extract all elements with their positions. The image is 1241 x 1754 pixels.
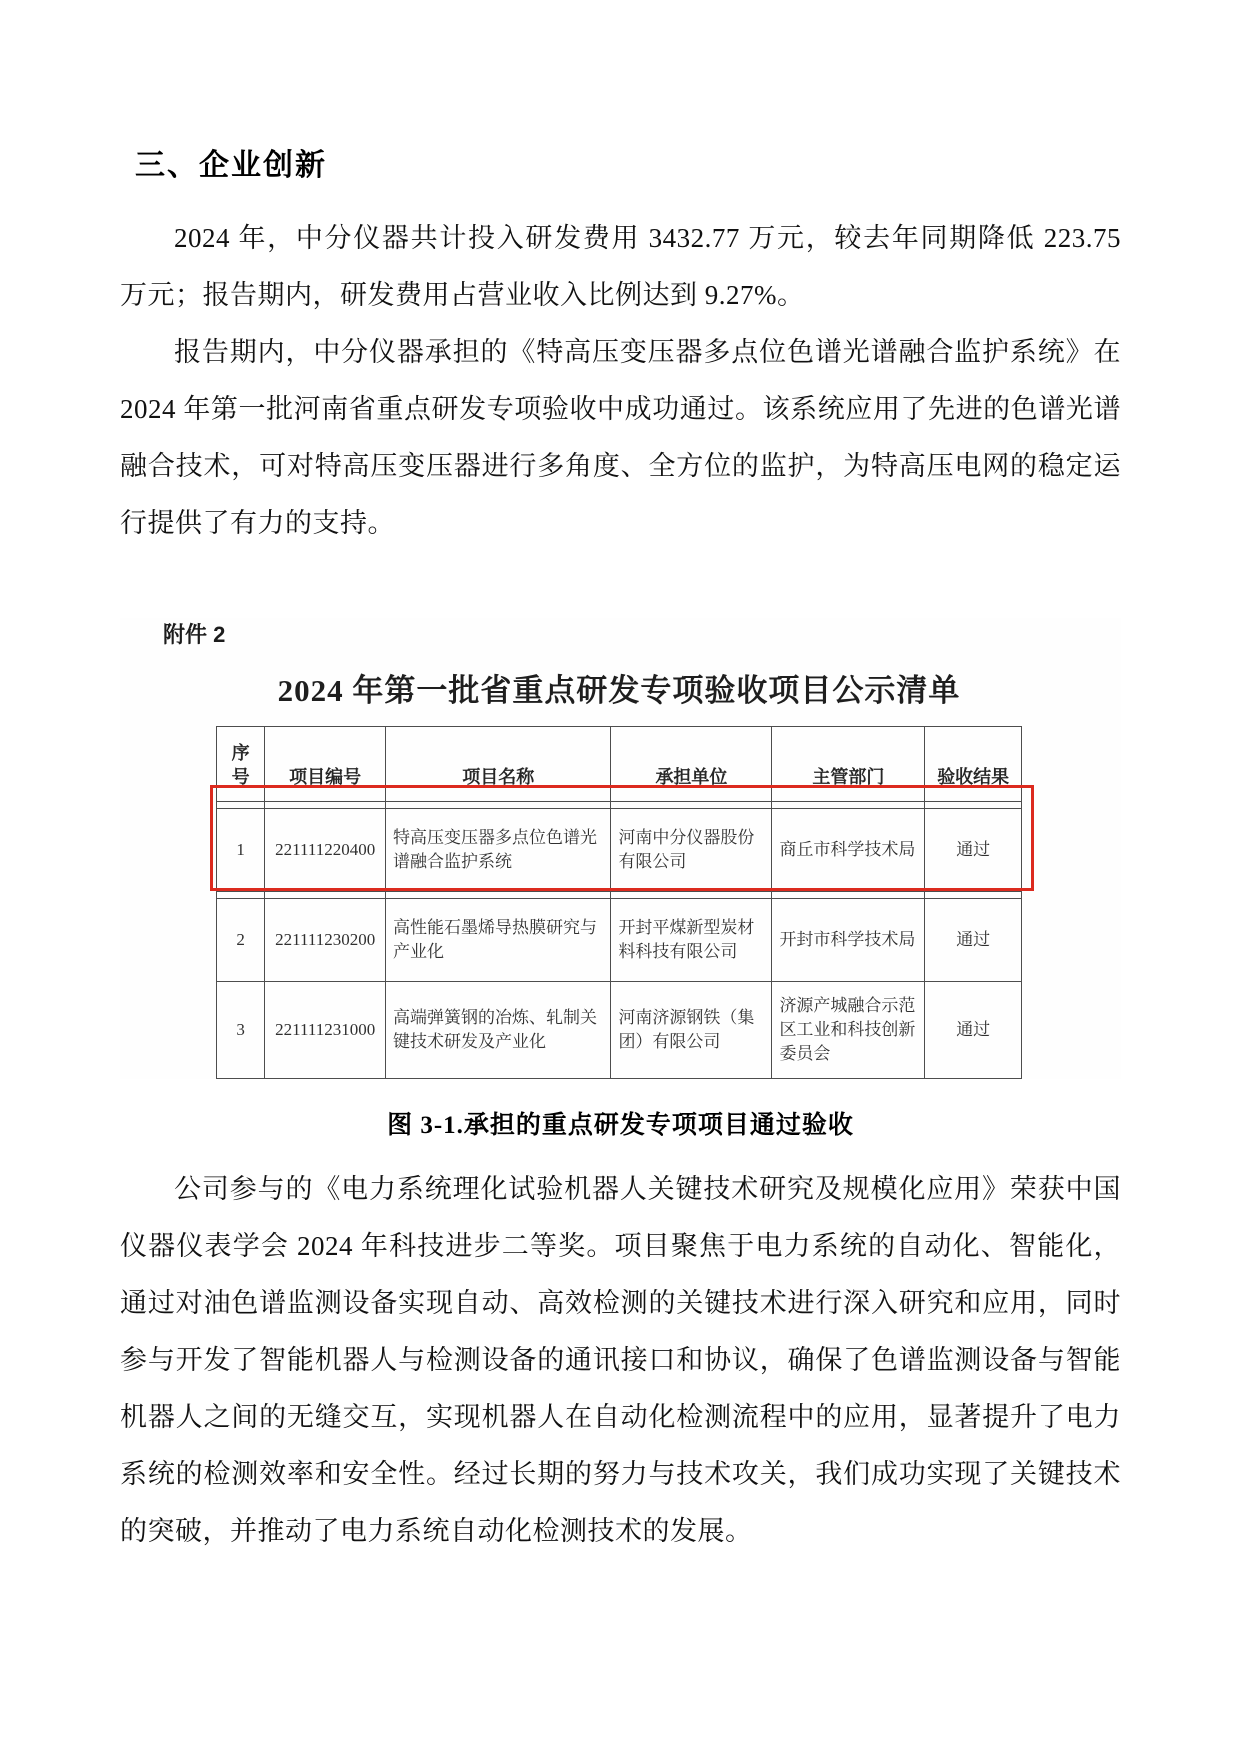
table-row <box>217 899 1022 982</box>
cell-seq: 2 <box>217 899 265 982</box>
spacer-row <box>217 892 1022 899</box>
spacer-row <box>217 802 1022 809</box>
attachment-table-title: 2024 年第一批省重点研发专项验收项目公示清单 <box>277 673 961 708</box>
cell-undertaker: 河南中分仪器股份有限公司 <box>611 809 772 892</box>
attachment-image <box>120 618 1121 1079</box>
acceptance-table <box>216 726 1022 1079</box>
paragraph-rd-spending: 2024 年，中分仪器共计投入研发费用 3432.77 万元，较去年同期降低 223.75 万元；报告期内，研发费用占营业收入比例达到 9.27%。 <box>120 223 1121 310</box>
cell-project-name: 高端弹簧钢的冶炼、轧制关键技术研发及产业化 <box>386 982 611 1079</box>
table-header-row <box>217 727 1022 802</box>
cell-department: 济源产城融合示范区工业和科技创新委员会 <box>772 982 925 1079</box>
cell-undertaker: 河南济源钢铁（集团）有限公司 <box>611 982 772 1079</box>
header-department: 主管部门 <box>772 727 925 802</box>
cell-project-name: 高性能石墨烯导热膜研究与产业化 <box>386 899 611 982</box>
cell-department: 商丘市科学技术局 <box>772 809 925 892</box>
paragraph-award: 公司参与的《电力系统理化试验机器人关键技术研究及规模化应用》荣获中国仪器仪表学会 2024 年科技进步二等奖。项目聚焦于电力系统的自动化、智能化，通过对油色谱监测设备实现自动、高效检测的关键技术进行深入研究和应用，同时参与开发了智能机器人与检测设备的通讯接口和协议，确保了色谱监测设备与智能机器人之间的无缝交互，实现机器人在自动化检测流程中的应用，显著提升了电力系统的检测效率和安全性。经过长期的努力与技术攻关，我们成功实现了关键技术的突破，并推动了电力系统自动化检测技术的发展。 <box>120 1174 1121 1546</box>
acceptance-table-wrap <box>216 726 1022 1079</box>
table-row <box>217 809 1022 892</box>
attachment-label: 附件 2 <box>163 622 226 647</box>
header-project-no: 项目编号 <box>265 727 386 802</box>
cell-seq: 1 <box>217 809 265 892</box>
cell-undertaker: 开封平煤新型炭材料科技有限公司 <box>611 899 772 982</box>
cell-result: 通过 <box>925 982 1022 1079</box>
cell-project-no: 221111230200 <box>265 899 386 982</box>
figure-caption: 图 3-1.承担的重点研发专项项目通过验收 <box>387 1112 854 1139</box>
section-heading: 三、企业创新 <box>135 149 327 182</box>
cell-project-no: 221111220400 <box>265 809 386 892</box>
cell-result: 通过 <box>925 899 1022 982</box>
header-result: 验收结果 <box>925 727 1022 802</box>
paragraph-project-acceptance: 报告期内，中分仪器承担的《特高压变压器多点位色谱光谱融合监护系统》在 2024 年第一批河南省重点研发专项验收中成功通过。该系统应用了先进的色谱光谱融合技术，可对特高压变压器进行多角度、全方位的监护，为特高压电网的稳定运行提供了有力的支持。 <box>120 337 1121 538</box>
cell-department: 开封市科学技术局 <box>772 899 925 982</box>
cell-seq: 3 <box>217 982 265 1079</box>
cell-project-name: 特高压变压器多点位色谱光谱融合监护系统 <box>386 809 611 892</box>
header-undertaker: 承担单位 <box>611 727 772 802</box>
cell-result: 通过 <box>925 809 1022 892</box>
cell-project-no: 221111231000 <box>265 982 386 1079</box>
header-project-name: 项目名称 <box>386 727 611 802</box>
header-seq: 序号 <box>217 727 265 802</box>
table-row <box>217 982 1022 1079</box>
